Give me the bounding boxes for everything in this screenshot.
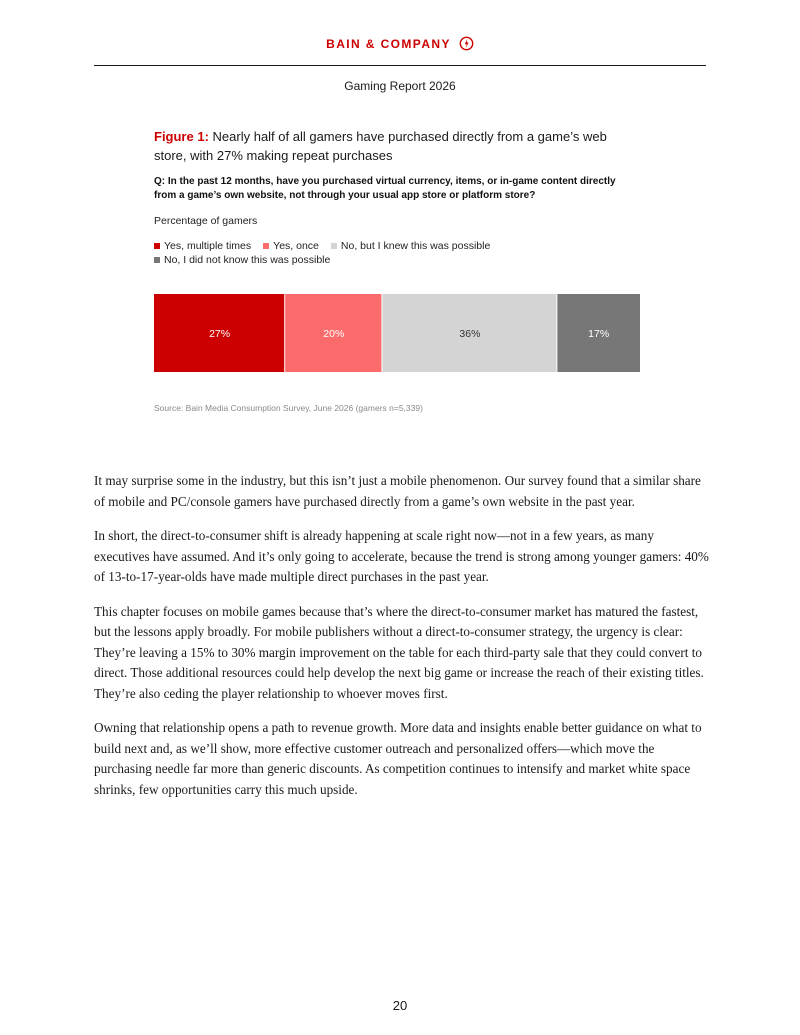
legend-row — [154, 253, 640, 267]
brand-name: BAIN & COMPANY — [326, 36, 451, 51]
legend-item-multiple-times — [154, 239, 251, 253]
legend-label: Yes, once — [273, 240, 319, 252]
bain-logo-mark-icon — [459, 36, 474, 51]
data-label-did-not-know: 17% — [588, 328, 610, 340]
body-paragraph-4: Owning that relationship opens a path to revenue growth. More data and insights enable better guidance on what to build next and, as we’ll show, more effective customer outreach and personalized offers—which move the purchasing needle far more than generic discounts. As competition continues to intensify and market white space shrinks, few opportunities carry this much upside. — [94, 720, 702, 797]
page-number: 20 — [392, 998, 408, 1013]
header-divider — [94, 65, 706, 66]
stacked-bar-chart — [154, 294, 640, 372]
figure-question: Q: In the past 12 months, have you purchased virtual currency, items, or in-game content directly from a game’s own website, not through your usual app store or platform store? — [154, 176, 616, 201]
brand-logo — [0, 36, 800, 51]
chart-measure-label: Percentage of gamers — [154, 215, 258, 227]
figure-label: Figure 1: — [154, 129, 209, 144]
data-label-multiple-times: 27% — [209, 328, 231, 340]
legend-swatch — [263, 243, 269, 249]
legend-swatch — [154, 257, 160, 263]
data-label-knew-possible: 36% — [459, 328, 481, 340]
figure-source: Source: Bain Media Consumption Survey, June 2026 (gamers n=5,339) — [154, 403, 423, 413]
body-paragraph-1: It may surprise some in the industry, but this isn’t just a mobile phenomenon. Our survey found that a similar share of mobile and PC/console gamers have purchased directly from a game’s own website in the past year. — [94, 473, 701, 509]
chart-legend — [154, 239, 640, 267]
legend-label: No, but I knew this was possible — [340, 240, 491, 252]
legend-swatch — [154, 243, 160, 249]
data-label-once: 20% — [323, 328, 345, 340]
figure-block — [154, 127, 640, 267]
body-paragraph-2: In short, the direct-to-consumer shift is already happening at scale right now—not in a few years, as many executives have assumed. And it’s only going to accelerate, because the trend is strong among younger gamers: 40% of 13-to-17-year-olds have made multiple direct purchases in the past year. — [94, 528, 709, 584]
legend-item-once — [263, 239, 319, 253]
body-paragraph-3: This chapter focuses on mobile games because that’s where the direct-to-consumer market has matured the fastest, but the lessons apply broadly. For mobile publishers without a direct-to-consumer strategy, the urgency is clear: They’re leaving a 15% to 30% margin improvement on the table for each third-party sale that they could convert to direct. Those additional resources could help develop the next big game or increase the reach of their existing titles. They’re also ceding the player relationship to whoever moves first. — [94, 603, 704, 701]
figure-title-text: Nearly half of all gamers have purchased directly from a game’s web store, with 27% making repeat purchases — [154, 129, 607, 163]
legend-label: No, I did not know this was possible — [164, 254, 331, 266]
figure-title — [154, 127, 634, 165]
legend-item-did-not-know — [154, 253, 330, 267]
report-title: Gaming Report 2026 — [344, 79, 456, 93]
legend-label: Yes, multiple times — [164, 240, 252, 252]
legend-swatch — [331, 243, 337, 249]
legend-item-knew-possible — [331, 239, 490, 253]
legend-row — [154, 239, 640, 253]
body-text — [94, 471, 709, 814]
